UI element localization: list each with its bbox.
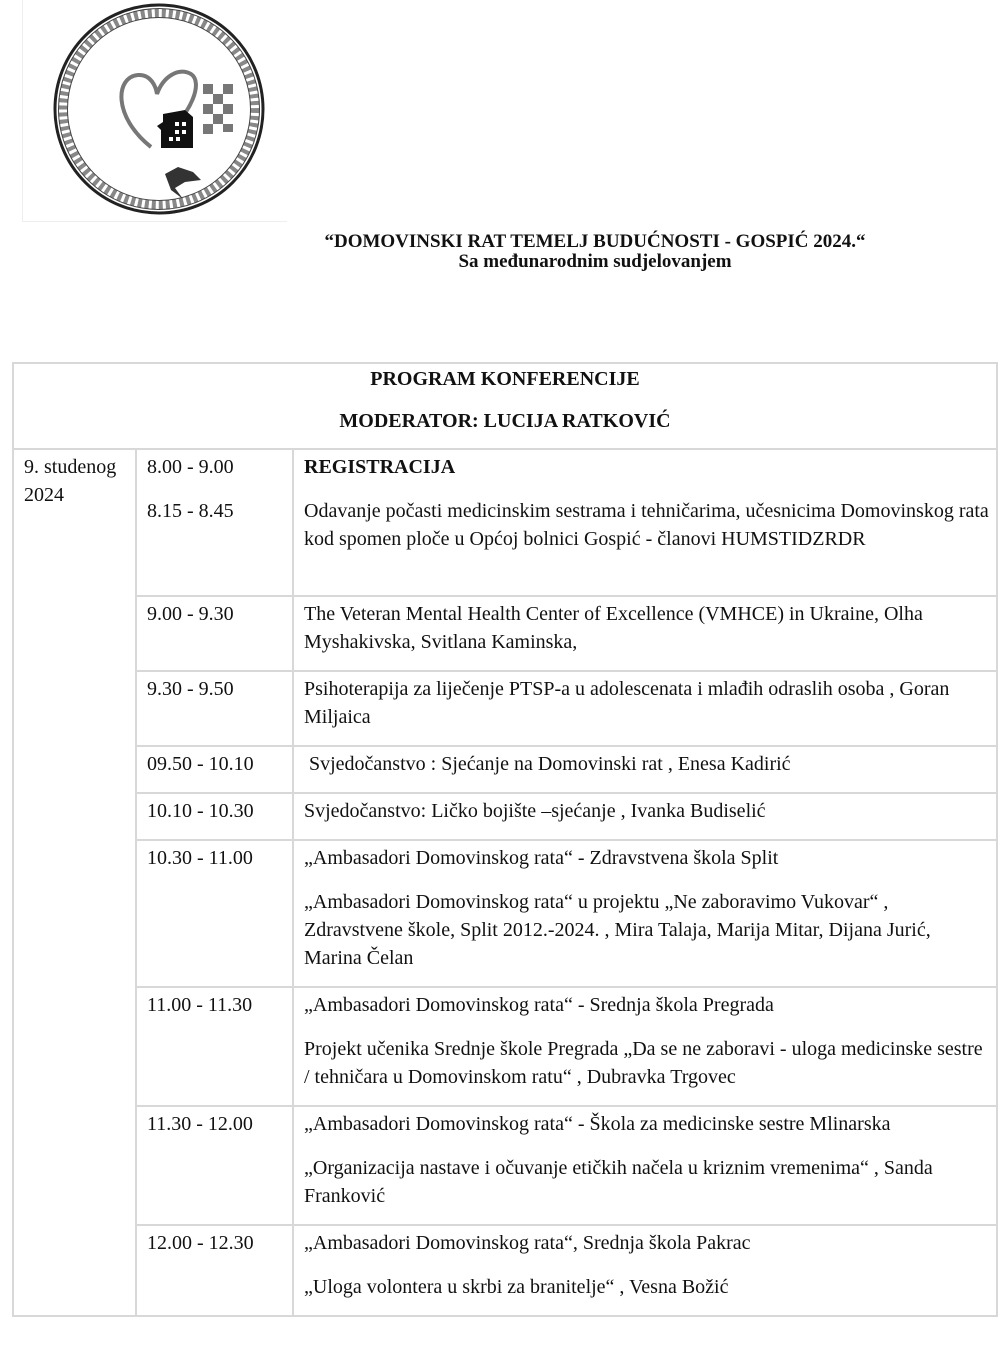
time-cell xyxy=(136,793,293,840)
session-description: „Ambasadori Domovinskog rata“ u projektu „Ne zaboravimo Vukovar“ , Zdravstvene škole, Split 2012.-2024. , Mira Talaja, Marija Mitar, Dijana Jurić, Marina Čelan xyxy=(304,891,931,969)
time-slot: 8.15 - 8.45 xyxy=(147,500,234,522)
session-cell xyxy=(293,449,997,596)
session-cell xyxy=(293,987,997,1106)
conference-title: “DOMOVINSKI RAT TEMELJ BUDUĆNOSTI - GOSPIĆ 2024.“ xyxy=(324,231,866,252)
date-year: 2024 xyxy=(24,484,64,506)
logo-container xyxy=(22,0,287,222)
session-description: „Organizacija nastave i očuvanje etičkih načela u kriznim vremenima“ , Sanda Franković xyxy=(304,1157,933,1207)
program-heading: PROGRAM KONFERENCIJE xyxy=(370,368,640,390)
table-row xyxy=(13,840,997,987)
session-description: Svjedočanstvo : Sjećanje na Domovinski rat , Enesa Kadirić xyxy=(304,753,791,775)
time-slot: 10.30 - 11.00 xyxy=(147,847,253,869)
table-row xyxy=(13,1225,997,1316)
session-description: Projekt učenika Srednje škole Pregrada „Da se ne zaboravi - uloga medicinske sestre / tehničara u Domovinskom ratu“ , Dubravka Trgovec xyxy=(304,1038,983,1088)
session-title: „Ambasadori Domovinskog rata“, Srednja škola Pakrac xyxy=(304,1232,751,1254)
table-row xyxy=(13,793,997,840)
session-title: „Ambasadori Domovinskog rata“ - Zdravstvena škola Split xyxy=(304,847,779,869)
time-slot: 09.50 - 10.10 xyxy=(147,753,254,775)
time-cell xyxy=(136,987,293,1106)
session-title: „Ambasadori Domovinskog rata“ - Škola za medicinske sestre Mlinarska xyxy=(304,1113,891,1135)
time-cell xyxy=(136,840,293,987)
session-title: REGISTRACIJA xyxy=(304,456,456,478)
session-cell xyxy=(293,840,997,987)
date-day: 9. studenog xyxy=(24,456,117,478)
time-cell xyxy=(136,596,293,671)
time-slot: 9.00 - 9.30 xyxy=(147,603,234,625)
session-description: Odavanje počasti medicinskim sestrama i tehničarima, učesnicima Domovinskog rata kod spomen ploče u Općoj bolnici Gospić - članovi HUMSTIDZRDR xyxy=(304,500,989,550)
session-title: „Ambasadori Domovinskog rata“ - Srednja škola Pregrada xyxy=(304,994,774,1016)
date-cell xyxy=(13,449,136,1316)
time-slot: 8.00 - 9.00 xyxy=(147,456,234,478)
session-cell xyxy=(293,671,997,746)
session-cell xyxy=(293,793,997,840)
session-cell xyxy=(293,1225,997,1316)
session-cell xyxy=(293,1106,997,1225)
conference-subtitle: Sa međunarodnim sudjelovanjem xyxy=(458,251,732,272)
table-row xyxy=(13,987,997,1106)
session-description: The Veteran Mental Health Center of Excellence (VMHCE) in Ukraine, Olha Myshakivska, Svitlana Kaminska, xyxy=(304,603,923,653)
time-cell xyxy=(136,1225,293,1316)
association-seal-icon xyxy=(53,2,265,216)
time-slot: 11.30 - 12.00 xyxy=(147,1113,253,1135)
session-cell xyxy=(293,596,997,671)
table-row xyxy=(13,596,997,671)
session-description: Svjedočanstvo: Ličko bojište –sjećanje , Ivanka Budiselić xyxy=(304,800,766,822)
table-row xyxy=(13,671,997,746)
time-slot: 12.00 - 12.30 xyxy=(147,1232,254,1254)
table-row xyxy=(13,746,997,793)
session-description: „Uloga volontera u skrbi za branitelje“ , Vesna Božić xyxy=(304,1276,729,1298)
session-cell xyxy=(293,746,997,793)
table-row xyxy=(13,449,997,596)
moderator-line: MODERATOR: LUCIJA RATKOVIĆ xyxy=(339,410,671,432)
time-slot: 11.00 - 11.30 xyxy=(147,994,253,1016)
time-cell xyxy=(136,746,293,793)
program-header-row xyxy=(13,363,997,449)
session-description: Psihoterapija za liječenje PTSP-a u adolescenata i mlađih odraslih osoba , Goran Miljaica xyxy=(304,678,950,728)
time-slot: 9.30 - 9.50 xyxy=(147,678,234,700)
table-row xyxy=(13,1106,997,1225)
time-cell xyxy=(136,671,293,746)
program-header-cell xyxy=(13,363,997,449)
time-slot: 10.10 - 10.30 xyxy=(147,800,254,822)
program-table xyxy=(12,362,998,1317)
time-cell xyxy=(136,1106,293,1225)
time-cell xyxy=(136,449,293,596)
